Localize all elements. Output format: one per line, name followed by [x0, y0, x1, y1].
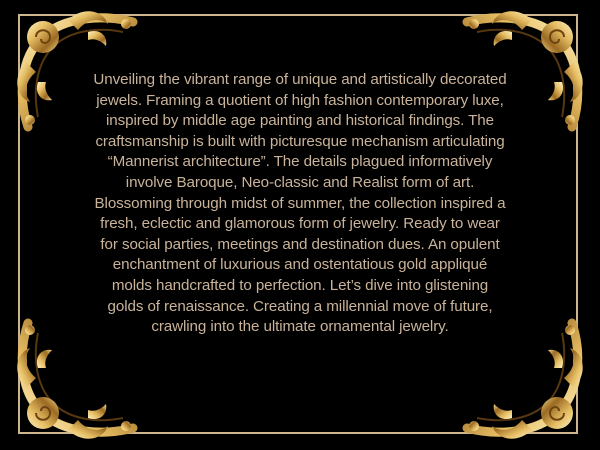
collection-description-text: Unveiling the vibrant range of unique and artistically decorated jewels. Framing a quotient of high fashion contemporary luxe, inspired by middle age painting and historical findings. The craftsmanship is built with picturesque mechanism articulating “Mannerist architecture”. The details plagued informatively involve Baroque, Neo-classic and Realist form of art. Blossoming through midst of summer, the collection inspired a fresh, eclectic and glamorous form of jewelry. Ready to wear for social parties, meetings and destination dues. An opulent enchantment of luxurious and ostentatious gold appliqué molds handcrafted to perfection. Let’s dive into glistening golds of renaissance. Creating a millennial move of future, crawling into the ultimate ornamental jewelry. — [93, 71, 507, 336]
